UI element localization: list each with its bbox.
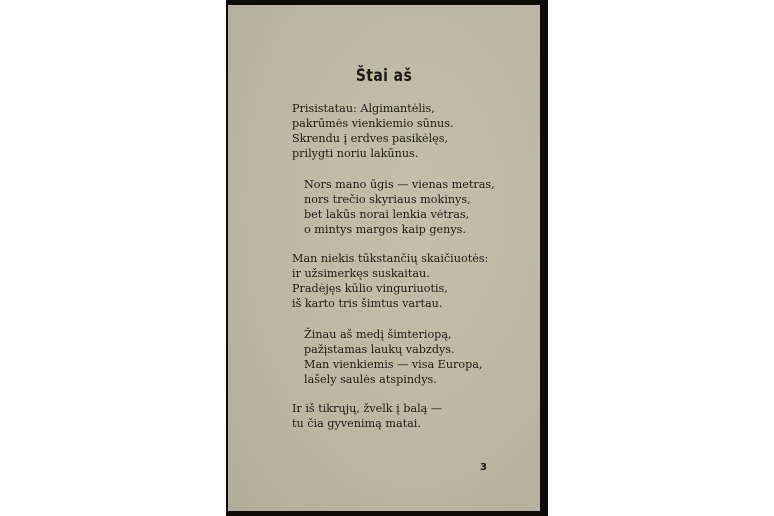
verse-line: Pradėjęs kūlio vinguriuotis, xyxy=(292,282,448,295)
verse-line: Žinau aš medį šimteriopą, xyxy=(304,328,452,341)
verse-line: prilygti noriu lakūnus. xyxy=(292,147,419,160)
poem-title: Štai aš xyxy=(355,66,413,86)
verse-line: Prisistatau: Algimantėlis, xyxy=(292,102,435,115)
book-page xyxy=(228,5,540,511)
verse-line: o mintys margos kaip genys. xyxy=(304,223,466,236)
page-number: 3 xyxy=(480,462,487,473)
verse-line: pakrūmės vienkiemio sūnus. xyxy=(292,117,454,130)
verse-line: iš karto tris šimtus vartau. xyxy=(292,297,443,310)
stanza-4 xyxy=(304,327,483,387)
verse-line: tu čia gyvenimą matai. xyxy=(292,417,421,430)
stanza-3 xyxy=(292,251,488,311)
verse-line: pažįstamas laukų vabzdys. xyxy=(304,343,455,356)
stanza-1 xyxy=(292,101,454,161)
verse-line: lašely saulės atspindys. xyxy=(304,373,437,386)
verse-line: bet lakūs norai lenkia vėtras, xyxy=(304,208,470,221)
verse-line: Ir iš tikrųjų, žvelk į balą — xyxy=(292,402,443,415)
verse-line: nors trečio skyriaus mokinys, xyxy=(304,193,471,206)
verse-line: ir užsimerkęs suskaitau. xyxy=(292,267,430,280)
stanza-2 xyxy=(304,177,495,237)
verse-line: Man niekis tūkstančių skaičiuotės: xyxy=(292,252,489,265)
verse-line: Man vienkiemis — visa Europa, xyxy=(304,358,483,371)
verse-line: Nors mano ūgis — vienas metras, xyxy=(304,178,495,191)
verse-line: Skrendu į erdves pasikėlęs, xyxy=(292,132,449,145)
stanza-5 xyxy=(292,401,442,431)
